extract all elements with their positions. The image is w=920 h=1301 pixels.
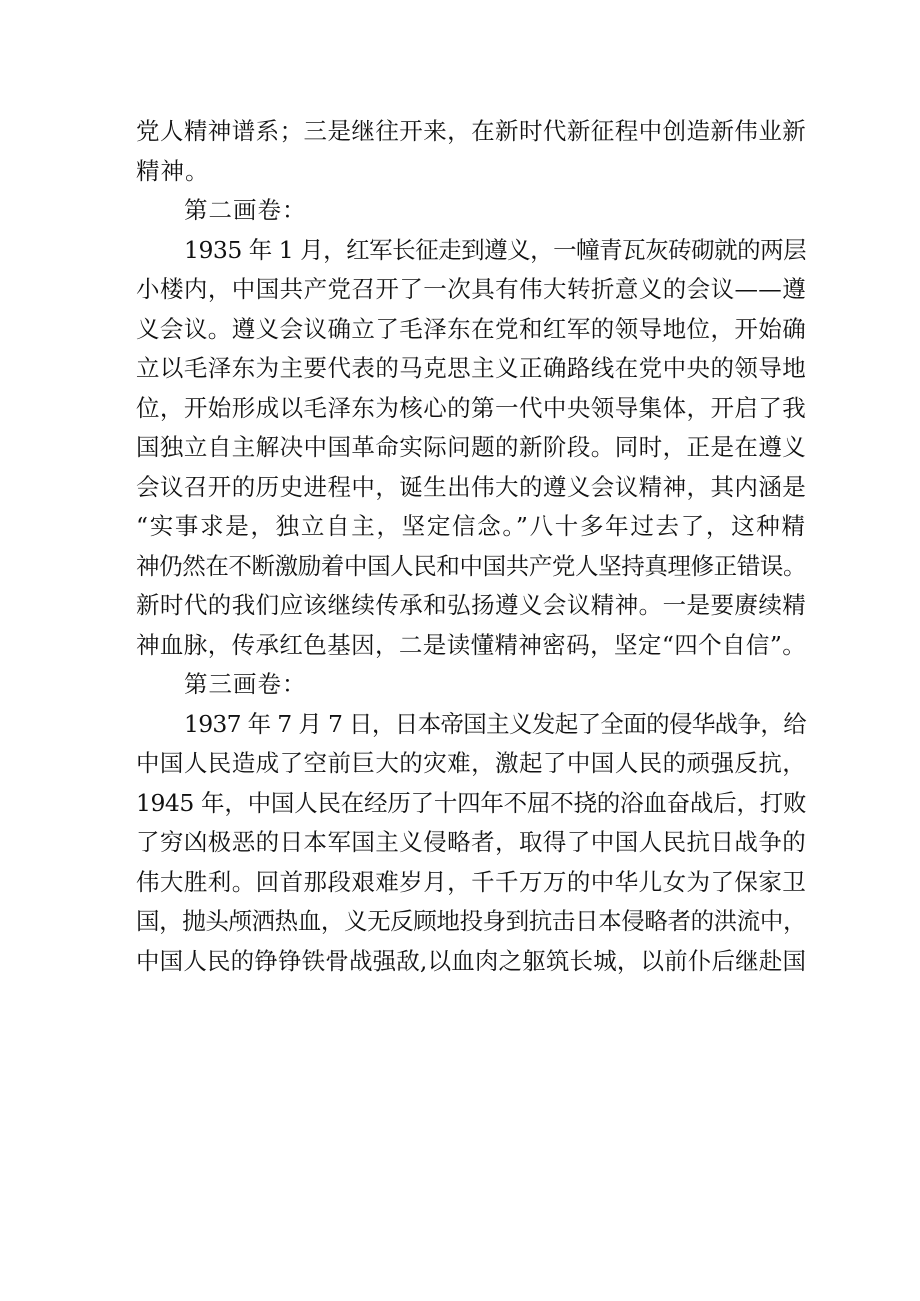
text-line: 1945 年，中国人民在经历了十四年不屈不挠的浴血奋战后，打败 (136, 788, 806, 817)
text-line: 伟大胜利。回首那段艰难岁月，千千万万的中华儿女为了保家卫 (136, 867, 806, 896)
text-line: 党人精神谱系；三是继往开来，在新时代新征程中创造新伟业新 (136, 117, 806, 145)
text-line: 国独立自主解决中国革命实际问题的新阶段。同时，正是在遵义 (136, 433, 806, 461)
section-heading: 第二画卷： (184, 196, 307, 224)
text-line: 国，抛头颅洒热血，义无反顾地投身到抗击日本侵略者的洪流中， (136, 907, 806, 935)
text-line: 精神。 (136, 156, 210, 185)
text-line: 新时代的我们应该继续传承和弘扬遵义会议精神。一是要赓续精 (136, 591, 806, 619)
text-line: 中国人民的铮铮铁骨战强敌,以血肉之躯筑长城，以前仆后继赴国 (136, 946, 806, 975)
text-line: 1935 年 1 月，红军长征走到遵义，一幢青瓦灰砖砌就的两层 (184, 235, 807, 264)
text-line: 1937 年 7 月 7 日，日本帝国主义发起了全面的侵华战争，给 (184, 709, 806, 738)
section-heading: 第三画卷： (184, 670, 307, 698)
text-line: 了穷凶极恶的日本军国主义侵略者，取得了中国人民抗日战争的 (136, 828, 806, 856)
text-line: 位，开始形成以毛泽东为核心的第一代中央领导集体，开启了我 (136, 393, 806, 422)
text-line: “实事求是，独立自主，坚定信念。”八十多年过去了，这种精 (136, 512, 806, 540)
text-line: 义会议。遵义会议确立了毛泽东在党和红军的领导地位，开始确 (136, 314, 806, 343)
text-line: 小楼内，中国共产党召开了一次具有伟大转折意义的会议——遵 (136, 275, 806, 303)
text-line: 会议召开的历史进程中，诞生出伟大的遵义会议精神，其内涵是 (136, 472, 806, 501)
text-line: 立以毛泽东为主要代表的马克思主义正确路线在党中央的领导地 (136, 354, 806, 382)
text-line: 中国人民造成了空前巨大的灾难，激起了中国人民的顽强反抗， (136, 749, 806, 777)
text-line: 神血脉，传承红色基因，二是读懂精神密码，坚定“四个自信”。 (136, 630, 806, 659)
text-line: 神仍然在不断激励着中国人民和中国共产党人坚持真理修正错误。 (136, 551, 806, 580)
document-body (136, 112, 806, 981)
